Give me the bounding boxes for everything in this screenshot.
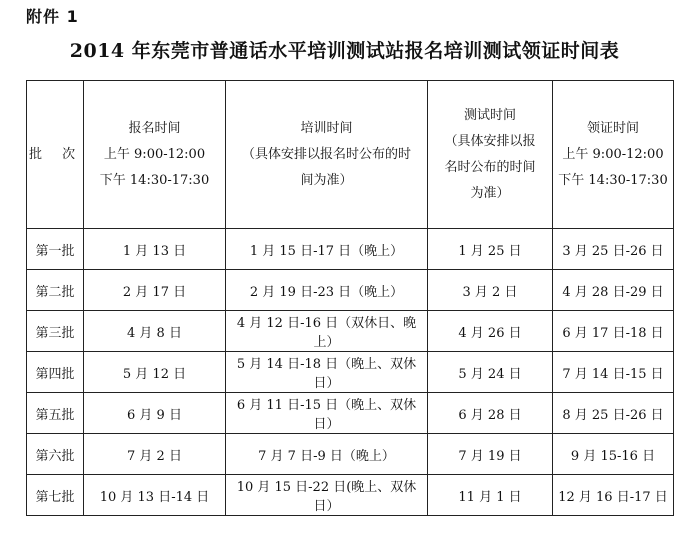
cell-registration: 10 月 13 日-14 日 <box>84 475 226 516</box>
cell-batch: 第五批 <box>27 393 84 434</box>
table-row <box>27 393 674 434</box>
cell-training: 5 月 14 日-18 日（晚上、双休日） <box>226 352 428 393</box>
cell-training: 1 月 15 日-17 日（晚上） <box>226 229 428 270</box>
cell-training: 2 月 19 日-23 日（晚上） <box>226 270 428 311</box>
cell-batch: 第一批 <box>27 229 84 270</box>
document-title: 2014 年东莞市普通话水平培训测试站报名培训测试领证时间表 <box>69 40 620 62</box>
header-test-note-1: （具体安排以报 <box>444 133 536 149</box>
cell-certificate: 8 月 25 日-26 日 <box>553 393 674 434</box>
table-row <box>27 434 674 475</box>
header-training-note-1: （具体安排以报名时公布的时 <box>241 146 411 162</box>
cell-certificate: 12 月 16 日-17 日 <box>553 475 674 516</box>
cell-test: 3 月 2 日 <box>428 270 553 311</box>
cell-training: 10 月 15 日-22 日(晚上、双休日） <box>226 475 428 516</box>
table-row <box>27 352 674 393</box>
cell-training: 4 月 12 日-16 日（双休日、晚上） <box>226 311 428 352</box>
cell-test: 7 月 19 日 <box>428 434 553 475</box>
cell-certificate: 7 月 14 日-15 日 <box>553 352 674 393</box>
header-batch-label: 批 次 <box>29 146 84 162</box>
header-registration-time <box>84 81 226 229</box>
cell-test: 6 月 28 日 <box>428 393 553 434</box>
schedule-table <box>26 80 674 516</box>
cell-registration: 2 月 17 日 <box>84 270 226 311</box>
header-test-label: 测试时间 <box>463 107 516 123</box>
header-training-label: 培训时间 <box>300 120 353 136</box>
cell-batch: 第七批 <box>27 475 84 516</box>
header-training-note-2: 间为准） <box>300 172 353 188</box>
cell-test: 11 月 1 日 <box>428 475 553 516</box>
attachment-label: 附件 1 <box>26 7 79 26</box>
table-row <box>27 229 674 270</box>
cell-test: 5 月 24 日 <box>428 352 553 393</box>
cell-batch: 第六批 <box>27 434 84 475</box>
table-row <box>27 475 674 516</box>
header-test-note-3: 为准） <box>470 185 510 201</box>
header-training-time <box>226 81 428 229</box>
cell-test: 1 月 25 日 <box>428 229 553 270</box>
table-row <box>27 311 674 352</box>
header-registration-morning: 上午 9:00-12:00 <box>103 146 206 162</box>
cell-registration: 1 月 13 日 <box>84 229 226 270</box>
header-test-time <box>428 81 553 229</box>
header-certificate-afternoon: 下午 14:30-17:30 <box>558 172 668 188</box>
cell-registration: 4 月 8 日 <box>84 311 226 352</box>
cell-training: 7 月 7 日-9 日（晚上） <box>226 434 428 475</box>
header-certificate-morning: 上午 9:00-12:00 <box>562 146 664 162</box>
cell-registration: 5 月 12 日 <box>84 352 226 393</box>
cell-registration: 7 月 2 日 <box>84 434 226 475</box>
cell-registration: 6 月 9 日 <box>84 393 226 434</box>
cell-training: 6 月 11 日-15 日（晚上、双休日） <box>226 393 428 434</box>
cell-certificate: 3 月 25 日-26 日 <box>553 229 674 270</box>
header-registration-label: 报名时间 <box>128 120 181 136</box>
header-batch <box>27 81 84 229</box>
header-registration-afternoon: 下午 14:30-17:30 <box>99 172 210 188</box>
cell-test: 4 月 26 日 <box>428 311 553 352</box>
cell-batch: 第四批 <box>27 352 84 393</box>
table-row <box>27 270 674 311</box>
table-header-row <box>27 81 674 229</box>
header-test-note-2: 名时公布的时间 <box>444 159 536 175</box>
header-certificate-label: 领证时间 <box>586 120 639 136</box>
cell-batch: 第二批 <box>27 270 84 311</box>
cell-certificate: 6 月 17 日-18 日 <box>553 311 674 352</box>
header-certificate-time <box>553 81 674 229</box>
cell-certificate: 9 月 15-16 日 <box>553 434 674 475</box>
cell-certificate: 4 月 28 日-29 日 <box>553 270 674 311</box>
cell-batch: 第三批 <box>27 311 84 352</box>
